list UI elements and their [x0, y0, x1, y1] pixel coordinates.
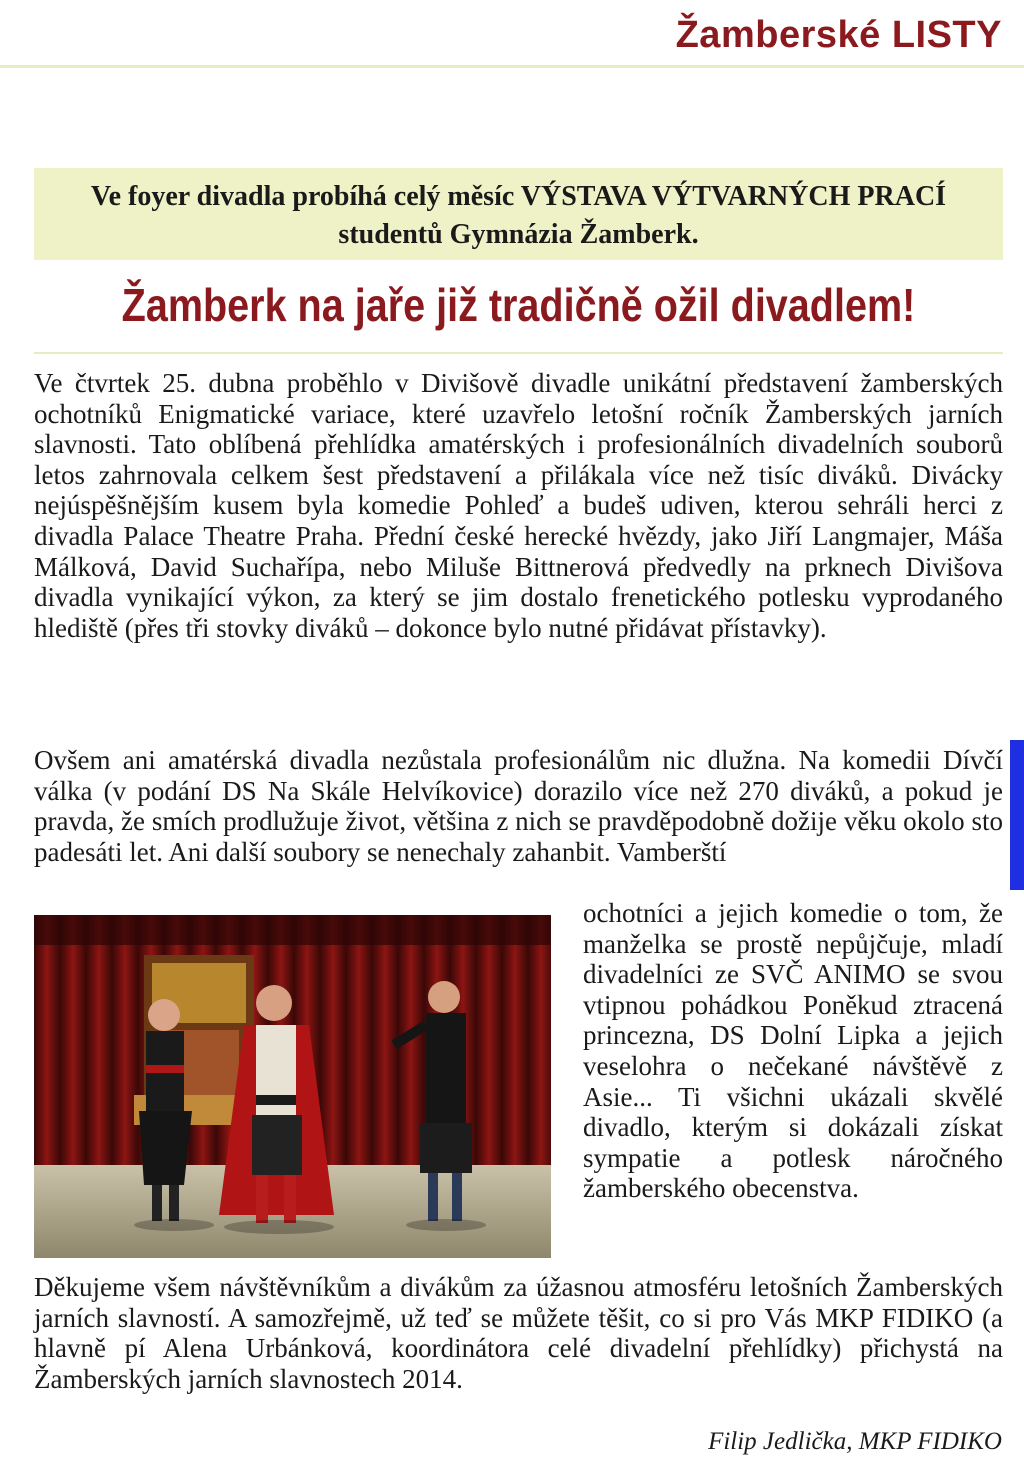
masthead-title: Žamberské LISTY: [675, 14, 1002, 56]
article-paragraph-2: Ovšem ani amatérská divadla nezůstala profesionálům nic dlužna. Na komedii Dívčí válka (v podání DS Na Skále Helvíkovice) dorazilo více než 270 diváků, a pokud je pravda, že smích prodlužuje život, většina z nich se pravděpodobně dožije věku okolo sto padesáti let. Ani další soubory se nenechaly zahanbit. Vamberští: [34, 745, 1003, 867]
article-paragraph-3: Děkujeme všem návštěvníkům a divákům za úžasnou atmosféru letošních Žamberských jarních slavností. A samozřejmě, už teď se můžete těšit, co si pro Vás MKP FIDIKO (a hlavně pí Alena Urbánková, koordinátora celé divadelní přehlídky) přichystá na Žamberských jarních slavnostech 2014.: [34, 1272, 1003, 1394]
article-byline: Filip Jedlička, MKP FIDIKO: [708, 1428, 1002, 1455]
exhibition-banner: [34, 168, 1003, 260]
banner-line-1: Ve foyer divadla probíhá celý měsíc VÝSTAVA VÝTVARNÝCH PRACÍ: [90, 181, 947, 212]
headline-divider: [34, 352, 1003, 354]
page-edge-marker: [1010, 740, 1024, 890]
article-paragraph-2-wrapped: ochotníci a jejich komedie o tom, že manželka se prostě nepůjčuje, mladí divadelníci ze SVČ ANIMO se svou vtipnou pohádkou Poněkud ztracená princezna, DS Dolní Lipka a jejich veselohra o nečekané návštěvě z Asie... Ti všichni ukázali skvělé divadlo, kterým si dokázali získat sympatie a potlesk náročného žamberského obecenstva.: [583, 898, 1003, 1204]
banner-line-2: studentů Gymnázia Žamberk.: [338, 219, 699, 250]
masthead-divider: [0, 65, 1024, 68]
article-headline: Žamberk na jaře již tradičně ožil divadlem!: [121, 279, 916, 331]
stage-illustration: [34, 915, 551, 1258]
theatre-performance-photo: [34, 915, 551, 1258]
article-paragraph-1: Ve čtvrtek 25. dubna proběhlo v Divišově divadle unikátní představení žamberských ochotníků Enigmatické variace, které uzavřelo letošní ročník Žamberských jarních slavnosti. Tato oblíbená přehlídka amatérských i profesionálních divadelních souborů letos zahrnovala celkem šest představení a přilákala více než tisíc diváků. Divácky nejúspěšnějším kusem byla komedie Pohleď a budeš udiven, kterou sehráli herci z divadla Palace Theatre Praha. Přední české herecké hvězdy, jako Jiří Langmajer, Máša Málková, David Suchařípa, nebo Miluše Bittnerová předvedly na prknech Divišova divadla vynikající výkon, za který se jim dostalo frenetického potlesku vyprodaného hlediště (přes tři stovky diváků – dokonce bylo nutné přidávat přístavky).: [34, 368, 1003, 643]
